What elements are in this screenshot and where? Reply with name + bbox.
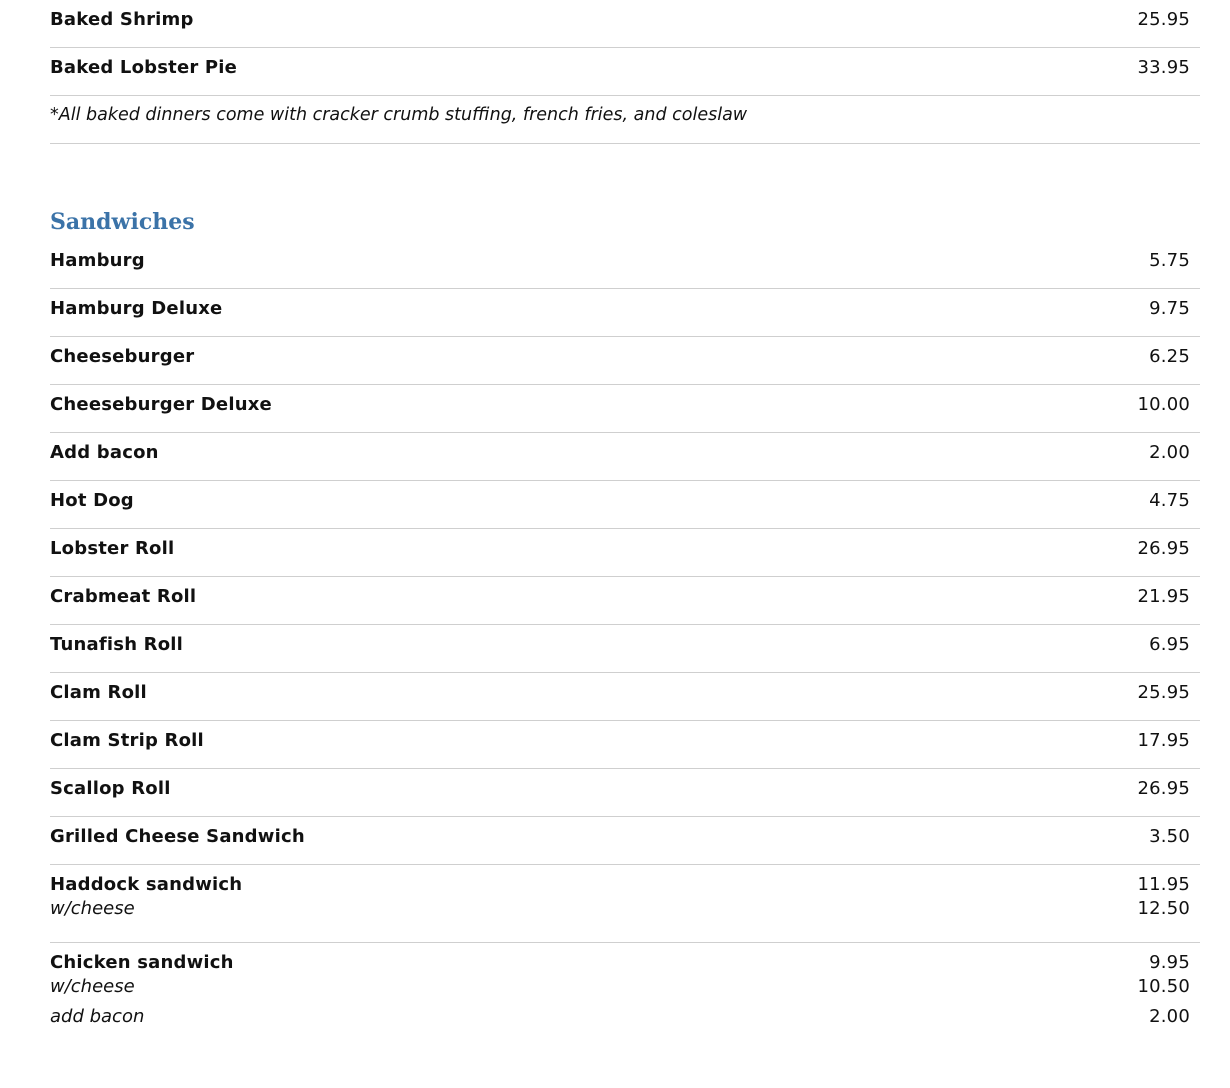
item-name: Tunafish Roll bbox=[50, 634, 184, 655]
item-name: Haddock sandwich bbox=[50, 874, 243, 895]
menu-item-scallop-roll bbox=[50, 769, 1200, 817]
option-name: w/cheese bbox=[50, 976, 135, 997]
menu-item-cheeseburger bbox=[50, 337, 1200, 385]
item-price: 10.00 bbox=[1137, 394, 1190, 415]
option-price: 10.50 bbox=[1137, 976, 1190, 997]
item-name: Cheeseburger Deluxe bbox=[50, 394, 272, 415]
item-name: Chicken sandwich bbox=[50, 952, 234, 973]
item-name: Add bacon bbox=[50, 442, 159, 463]
menu-item-tunafish-roll bbox=[50, 625, 1200, 673]
menu-item-hamburg bbox=[50, 246, 1200, 289]
menu-item-chicken-sandwich bbox=[50, 943, 1200, 1050]
item-price: 2.00 bbox=[1149, 442, 1190, 463]
menu bbox=[50, 0, 1200, 1050]
menu-item-crabmeat-roll bbox=[50, 577, 1200, 625]
item-price: 26.95 bbox=[1137, 778, 1190, 799]
item-name: Hamburg bbox=[50, 250, 145, 271]
menu-item-haddock-sandwich bbox=[50, 865, 1200, 943]
menu-item-baked-lobster-pie bbox=[50, 48, 1200, 96]
item-name: Baked Shrimp bbox=[50, 9, 194, 30]
item-price: 25.95 bbox=[1137, 682, 1190, 703]
item-name: Clam Strip Roll bbox=[50, 730, 204, 751]
item-price: 17.95 bbox=[1137, 730, 1190, 751]
item-price: 33.95 bbox=[1137, 57, 1190, 78]
menu-item-clam-strip-roll bbox=[50, 721, 1200, 769]
menu-item-clam-roll bbox=[50, 673, 1200, 721]
option-price: 12.50 bbox=[1137, 898, 1190, 919]
item-price: 5.75 bbox=[1149, 250, 1190, 271]
item-price: 6.25 bbox=[1149, 346, 1190, 367]
item-name: Clam Roll bbox=[50, 682, 147, 703]
item-price: 3.50 bbox=[1149, 826, 1190, 847]
menu-item-grilled-cheese-sandwich bbox=[50, 817, 1200, 865]
item-name: Baked Lobster Pie bbox=[50, 57, 238, 78]
item-name: Hamburg Deluxe bbox=[50, 298, 223, 319]
option-price: 2.00 bbox=[1149, 1006, 1190, 1027]
menu-item-add-bacon bbox=[50, 433, 1200, 481]
item-name: Hot Dog bbox=[50, 490, 134, 511]
item-name: Scallop Roll bbox=[50, 778, 171, 799]
item-price: 9.95 bbox=[1149, 952, 1190, 973]
menu-item-baked-shrimp bbox=[50, 0, 1200, 48]
item-price: 21.95 bbox=[1137, 586, 1190, 607]
section-title-sandwiches: Sandwiches bbox=[50, 209, 195, 235]
item-name: Cheeseburger bbox=[50, 346, 195, 367]
item-price: 26.95 bbox=[1137, 538, 1190, 559]
item-price: 4.75 bbox=[1149, 490, 1190, 511]
note-text: *All baked dinners come with cracker crumb stuffing, french fries, and coleslaw bbox=[50, 105, 748, 125]
baked-dinners-note bbox=[50, 96, 1200, 144]
section-spacer bbox=[50, 144, 1200, 194]
item-price: 25.95 bbox=[1137, 9, 1190, 30]
menu-item-hamburg-deluxe bbox=[50, 289, 1200, 337]
item-price: 11.95 bbox=[1137, 874, 1190, 895]
item-name: Grilled Cheese Sandwich bbox=[50, 826, 305, 847]
option-name: w/cheese bbox=[50, 898, 135, 919]
item-price: 6.95 bbox=[1149, 634, 1190, 655]
item-price: 9.75 bbox=[1149, 298, 1190, 319]
item-name: Crabmeat Roll bbox=[50, 586, 197, 607]
menu-item-hot-dog bbox=[50, 481, 1200, 529]
item-name: Lobster Roll bbox=[50, 538, 175, 559]
menu-item-lobster-roll bbox=[50, 529, 1200, 577]
menu-item-cheeseburger-deluxe bbox=[50, 385, 1200, 433]
option-name: add bacon bbox=[50, 1006, 145, 1027]
